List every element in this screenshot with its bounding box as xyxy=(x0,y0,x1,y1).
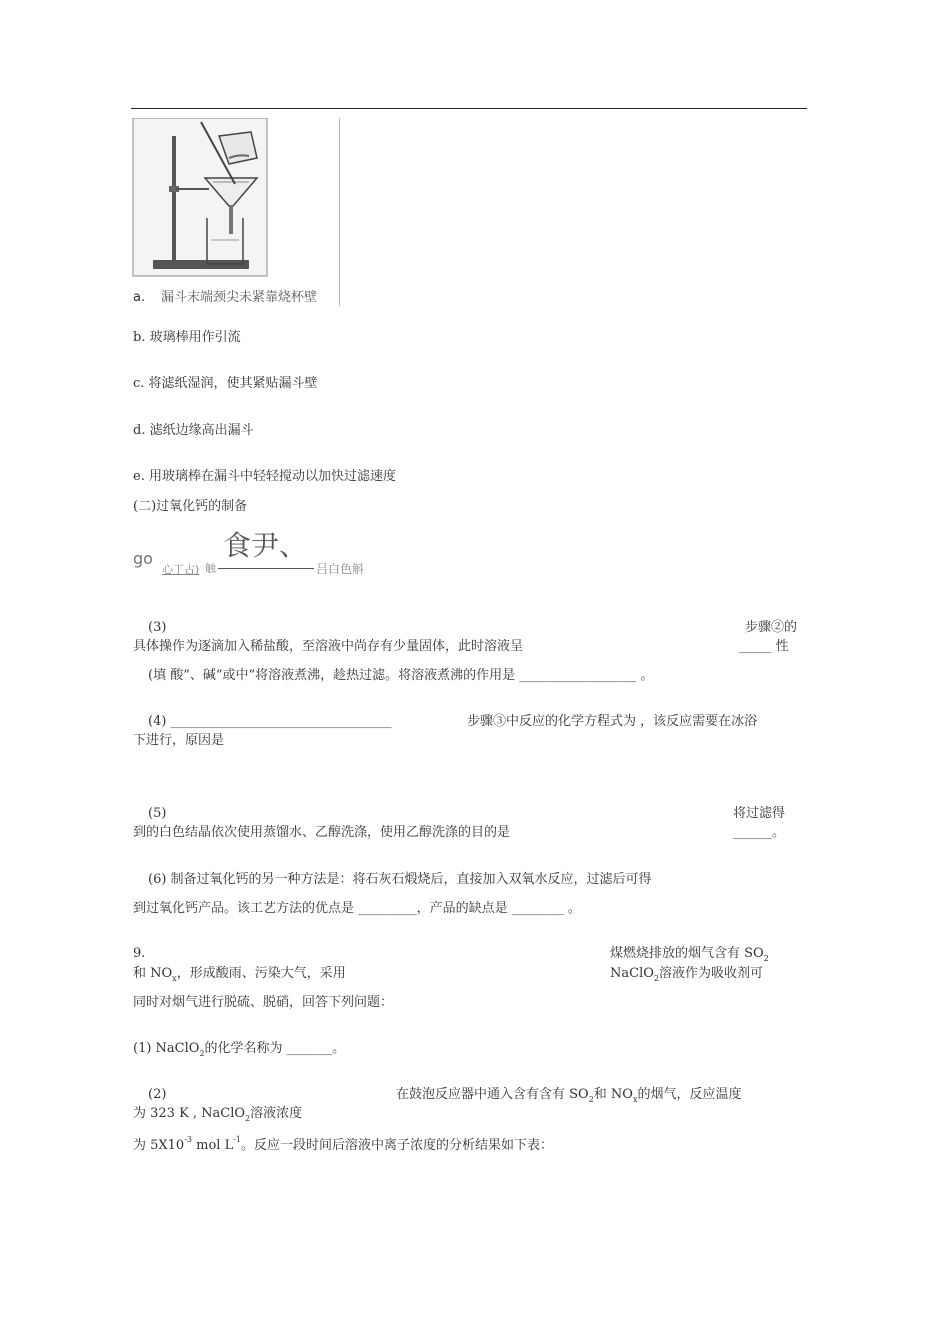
flow-step-arrow-text: 触 xyxy=(205,562,216,575)
q9-right1: 煤燃烧排放的烟气含有 $SO_2$ xyxy=(610,946,769,963)
filtration-apparatus-image xyxy=(131,118,339,306)
option-c: c. 将滤纸湿润，使其紧贴漏斗壁 xyxy=(133,376,318,391)
flow-start: go xyxy=(133,549,153,568)
q4-line2: 下进行，原因是 xyxy=(133,733,225,748)
section-heading: (二)过氧化钙的制备 xyxy=(133,499,248,514)
option-e: e. 用玻璃棒在漏斗中轻轻搅动以加快过滤速度 xyxy=(133,469,396,484)
option-b: b. 玻璃棒用作引流 xyxy=(133,330,241,345)
q3-right-text: 步骤②的 xyxy=(745,620,798,635)
q5-right-text: 将过滤得 xyxy=(733,806,786,821)
q3-line1: 具体操作为逐滴加入稀盐酸，至溶液中尚存有少量固体，此时溶液呈 xyxy=(133,639,524,654)
flow-end: 吕白色斛 xyxy=(316,562,365,576)
q5-number: (5) xyxy=(148,806,167,821)
q9-part2-line3: 为 $5X10^{-3}$ mol $L^{-1}$。反应一段时间后溶液中离子浓度的分析结果如下表： xyxy=(133,1135,554,1153)
option-a-label: a. xyxy=(133,290,146,305)
q6-line1: (6) 制备过氧化钙的另一种方法是：将石灰石煅烧后，直接加入双氧水反应，过滤后可得 xyxy=(148,872,652,887)
q5-blank: ______。 xyxy=(733,825,786,840)
q9-right2: NaClO$_2$溶液作为吸收剂可 xyxy=(610,966,763,983)
q6-line2: 到过氧化钙产品。该工艺方法的优点是 _________，产品的缺点是 ________ 。 xyxy=(133,901,581,916)
flow-step-big: 食尹、 xyxy=(223,529,308,562)
q5-line2: 到的白色结晶依次使用蒸馏水、乙醇洗涤，使用乙醇洗涤的目的是 xyxy=(133,825,511,840)
filtration-apparatus-figure xyxy=(131,118,340,306)
q3-number: (3) xyxy=(148,620,167,635)
q3-line2: (填 酸”、碱”或中”将溶液煮沸，趁热过滤。将溶液煮沸的作用是 __________________ 。 xyxy=(148,668,654,683)
header-rule xyxy=(131,108,807,109)
flow-arrow-line xyxy=(218,568,314,569)
option-d: d. 滤纸边缘高出漏斗 xyxy=(133,423,254,438)
q4-right-text: 步骤③中反应的化学方程式为 ，该反应需要在冰浴 xyxy=(467,714,758,729)
flow-step-small: 心丁占) xyxy=(162,563,200,576)
q9-part2-number: (2) xyxy=(148,1087,167,1102)
q9-number: 9. xyxy=(133,946,146,961)
option-a-text: 漏斗末端颈尖未紧靠烧杯壁 xyxy=(161,290,318,305)
q9-part1: (1) NaClO$_2$的化学名称为 _______。 xyxy=(133,1041,346,1058)
q9-part2-line1: 在鼓泡反应器中通入含有含有 $SO_2$和 $NO_x$的烟气，反应温度 xyxy=(396,1087,742,1104)
q4-number: (4) __________________________________ xyxy=(148,714,392,729)
q9-line3: 同时对烟气进行脱硫、脱硝，回答下列问题： xyxy=(133,995,394,1010)
q3-blank1: _____ 性 xyxy=(739,639,789,654)
q9-part2-line2: 为 323 K , NaClO$_2$溶液浓度 xyxy=(133,1106,303,1123)
q9-left2: 和 $NO_x$，形成酸雨、污染大气，采用 xyxy=(133,966,346,983)
